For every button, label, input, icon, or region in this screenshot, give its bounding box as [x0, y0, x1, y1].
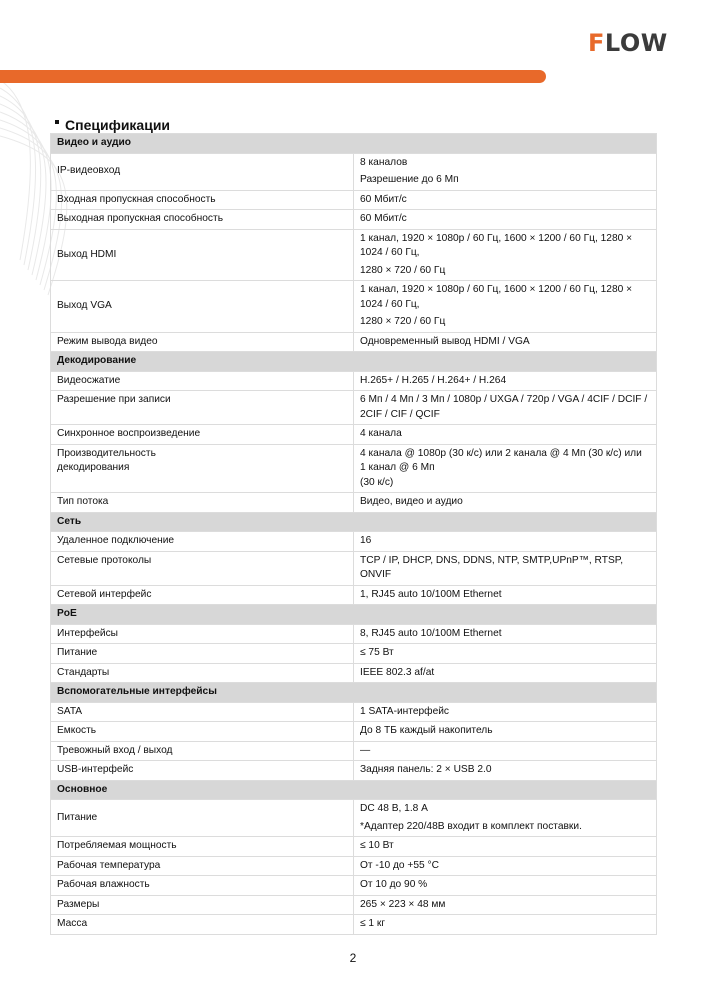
- spec-value: [354, 281, 657, 333]
- spec-value-line: 60 Мбит/с: [360, 193, 407, 205]
- spec-key: [51, 837, 354, 857]
- spec-value: [354, 190, 657, 210]
- spec-value-line: Разрешение до 6 Мп: [360, 174, 459, 185]
- spec-value-line: 265 × 223 × 48 мм: [360, 898, 446, 910]
- spec-row: [51, 837, 657, 857]
- spec-value-line: ≤ 1 кг: [360, 918, 386, 929]
- spec-key: [51, 644, 354, 664]
- spec-key: [51, 800, 354, 837]
- spec-key-text: Стандарты: [57, 666, 110, 678]
- spec-key: [51, 663, 354, 683]
- logo-text: [588, 28, 668, 58]
- spec-value: [354, 210, 657, 230]
- section-title: Декодирование: [51, 352, 657, 372]
- spec-table: [50, 133, 657, 935]
- spec-row: [51, 210, 657, 230]
- spec-key-line: декодирования: [57, 462, 130, 473]
- spec-row: [51, 722, 657, 742]
- heading-text: Спецификации: [65, 117, 171, 133]
- spec-row: [51, 551, 657, 585]
- spec-value: [354, 371, 657, 391]
- heading-bullet: [55, 120, 59, 124]
- spec-row: [51, 153, 657, 190]
- section-header-row: [51, 134, 657, 154]
- spec-value-line: Видео, видео и аудио: [360, 496, 463, 507]
- spec-value-line: 60 Мбит/с: [360, 213, 407, 224]
- spec-value-line: 8, RJ45 auto 10/100M Ethernet: [360, 627, 502, 639]
- spec-value-line: От 10 до 90 %: [360, 879, 428, 890]
- spec-value: [354, 663, 657, 683]
- spec-key: [51, 915, 354, 935]
- section-title: Вспомогательные интерфейсы: [51, 683, 657, 703]
- spec-value: [354, 532, 657, 552]
- spec-row: [51, 856, 657, 876]
- section-header-row: [51, 512, 657, 532]
- spec-value-line: 1 канал, 1920 × 1080p / 60 Гц, 1600 × 1200 / 60 Гц, 1280 × 1024 / 60 Гц,: [360, 284, 633, 310]
- spec-key-text: Выход HDMI: [57, 248, 117, 260]
- spec-key-text: Выход VGA: [57, 300, 112, 311]
- section-header-row: [51, 605, 657, 625]
- spec-key-text: Сетевой интерфейс: [57, 588, 152, 600]
- spec-value-line: 16: [360, 535, 372, 546]
- spec-key: [51, 371, 354, 391]
- spec-key: [51, 702, 354, 722]
- spec-row: [51, 532, 657, 552]
- spec-value: [354, 229, 657, 281]
- spec-key-text: Размеры: [57, 898, 100, 910]
- spec-key-text: Выходная пропускная способность: [57, 213, 223, 224]
- spec-key: [51, 876, 354, 896]
- spec-value-line: 6 Мп / 4 Мп / 3 Мп / 1080p / UXGA / 720p / VGA / 4CIF / DCIF / 2CIF / CIF / QCIF: [360, 394, 648, 420]
- spec-row: [51, 800, 657, 837]
- spec-key: [51, 229, 354, 281]
- spec-row: [51, 702, 657, 722]
- flow-logo: [588, 28, 668, 58]
- spec-row: [51, 761, 657, 781]
- spec-value: [354, 837, 657, 857]
- spec-key: [51, 624, 354, 644]
- spec-key: [51, 444, 354, 493]
- spec-key-text: Сетевые протоколы: [57, 554, 152, 566]
- spec-value: [354, 551, 657, 585]
- spec-row: [51, 876, 657, 896]
- spec-key: [51, 425, 354, 445]
- spec-value: [354, 332, 657, 352]
- spec-value: [354, 876, 657, 896]
- spec-value-line: 4 канала: [360, 428, 402, 439]
- spec-row: [51, 585, 657, 605]
- spec-key: [51, 585, 354, 605]
- spec-key-text: Разрешение при записи: [57, 394, 171, 405]
- spec-value: [354, 585, 657, 605]
- spec-value: [354, 624, 657, 644]
- spec-key: [51, 210, 354, 230]
- spec-key-text: SATA: [57, 705, 83, 717]
- spec-value-line: От -10 до +55 °C: [360, 859, 439, 871]
- spec-key: [51, 741, 354, 761]
- spec-value-line: 8 каналов: [360, 156, 408, 168]
- spec-row: [51, 663, 657, 683]
- page-number: 2: [349, 951, 357, 965]
- spec-value: [354, 391, 657, 425]
- section-title: Сеть: [51, 512, 657, 532]
- page-heading: [55, 116, 170, 134]
- spec-value: [354, 644, 657, 664]
- spec-key: [51, 281, 354, 333]
- spec-row: [51, 915, 657, 935]
- spec-row: [51, 644, 657, 664]
- logo-first-letter: F: [588, 29, 605, 57]
- spec-key-text: USB-интерфейс: [57, 764, 134, 775]
- spec-key-text: Режим вывода видео: [57, 335, 158, 347]
- spec-key: [51, 856, 354, 876]
- spec-key-line: Производительность: [57, 447, 156, 459]
- spec-value: [354, 493, 657, 513]
- spec-value-line: 4 канала @ 1080p (30 к/с) или 2 канала @ 4 Мп (30 к/с) или 1 канал @ 6 Мп: [360, 447, 642, 473]
- spec-row: [51, 425, 657, 445]
- spec-key: [51, 153, 354, 190]
- spec-key-text: Потребляемая мощность: [57, 840, 177, 851]
- spec-row: [51, 190, 657, 210]
- spec-row: [51, 444, 657, 493]
- spec-value-line: 1, RJ45 auto 10/100M Ethernet: [360, 588, 502, 600]
- spec-value-line: —: [360, 744, 371, 756]
- spec-key-text: Интерфейсы: [57, 627, 118, 639]
- spec-key-text: Тип потока: [57, 496, 109, 507]
- spec-key-text: Удаленное подключение: [57, 535, 175, 546]
- spec-key-text: Входная пропускная способность: [57, 193, 216, 205]
- spec-key-text: Рабочая влажность: [57, 879, 150, 890]
- spec-value: [354, 895, 657, 915]
- section-header-row: [51, 683, 657, 703]
- spec-key-text: Синхронное воспроизведение: [57, 428, 201, 439]
- spec-key: [51, 761, 354, 781]
- spec-value-line: До 8 ТБ каждый накопитель: [360, 725, 493, 736]
- spec-key: [51, 532, 354, 552]
- spec-key-text: Рабочая температура: [57, 859, 161, 871]
- section-title: PoE: [51, 605, 657, 625]
- spec-row: [51, 493, 657, 513]
- spec-value-line: 1 канал, 1920 × 1080p / 60 Гц, 1600 × 1200 / 60 Гц, 1280 × 1024 / 60 Гц,: [360, 232, 633, 258]
- spec-value: [354, 153, 657, 190]
- spec-row: [51, 741, 657, 761]
- section-title: Основное: [51, 780, 657, 800]
- spec-key-text: Питание: [57, 811, 98, 823]
- spec-value-line: ≤ 75 Вт: [360, 647, 394, 658]
- spec-row: [51, 895, 657, 915]
- spec-key-text: Видеосжатие: [57, 374, 121, 386]
- section-title: Видео и аудио: [51, 134, 657, 154]
- spec-value-line: ≤ 10 Вт: [360, 840, 394, 851]
- spec-value: [354, 702, 657, 722]
- spec-row: [51, 332, 657, 352]
- spec-value: [354, 856, 657, 876]
- section-header-row: [51, 352, 657, 372]
- spec-key: [51, 332, 354, 352]
- spec-key: [51, 391, 354, 425]
- spec-value-line: 1 SATA-интерфейс: [360, 705, 450, 717]
- logo-rest-letters: LOW: [604, 29, 668, 57]
- spec-value-line: (30 к/с): [360, 476, 394, 488]
- spec-key: [51, 551, 354, 585]
- spec-value-line: Задняя панель: 2 × USB 2.0: [360, 764, 492, 775]
- spec-table-body: [51, 134, 657, 935]
- spec-row: [51, 391, 657, 425]
- spec-key-text: Емкость: [57, 725, 97, 736]
- spec-key-text: Питание: [57, 647, 98, 658]
- spec-row: [51, 229, 657, 281]
- spec-value-line: 1280 × 720 / 60 Гц: [360, 316, 446, 327]
- spec-value-line: DC 48 В, 1.8 А: [360, 803, 428, 814]
- spec-value: [354, 741, 657, 761]
- header-accent-bar: [0, 70, 546, 83]
- spec-key-text: Тревожный вход / выход: [57, 744, 173, 756]
- spec-key-text: Масса: [57, 918, 88, 929]
- spec-value-line: H.265+ / H.265 / H.264+ / H.264: [360, 374, 507, 386]
- spec-row: [51, 371, 657, 391]
- section-header-row: [51, 780, 657, 800]
- spec-row: [51, 624, 657, 644]
- spec-key: [51, 190, 354, 210]
- spec-value-line: *Адаптер 220/48В входит в комплект поставки.: [360, 820, 582, 832]
- spec-key: [51, 493, 354, 513]
- spec-row: [51, 281, 657, 333]
- spec-value: [354, 425, 657, 445]
- spec-value-line: IEEE 802.3 af/at: [360, 666, 435, 678]
- spec-value: [354, 915, 657, 935]
- spec-value: [354, 722, 657, 742]
- spec-key: [51, 895, 354, 915]
- spec-key-text: IP-видеовход: [57, 165, 121, 177]
- spec-value-line: TCP / IP, DHCP, DNS, DDNS, NTP, SMTP,UPnP™, RTSP, ONVIF: [360, 554, 624, 580]
- spec-value-line: 1280 × 720 / 60 Гц: [360, 264, 446, 276]
- spec-value: [354, 761, 657, 781]
- spec-value: [354, 800, 657, 837]
- spec-key: [51, 722, 354, 742]
- spec-value-line: Одновременный вывод HDMI / VGA: [360, 335, 530, 347]
- spec-value: [354, 444, 657, 493]
